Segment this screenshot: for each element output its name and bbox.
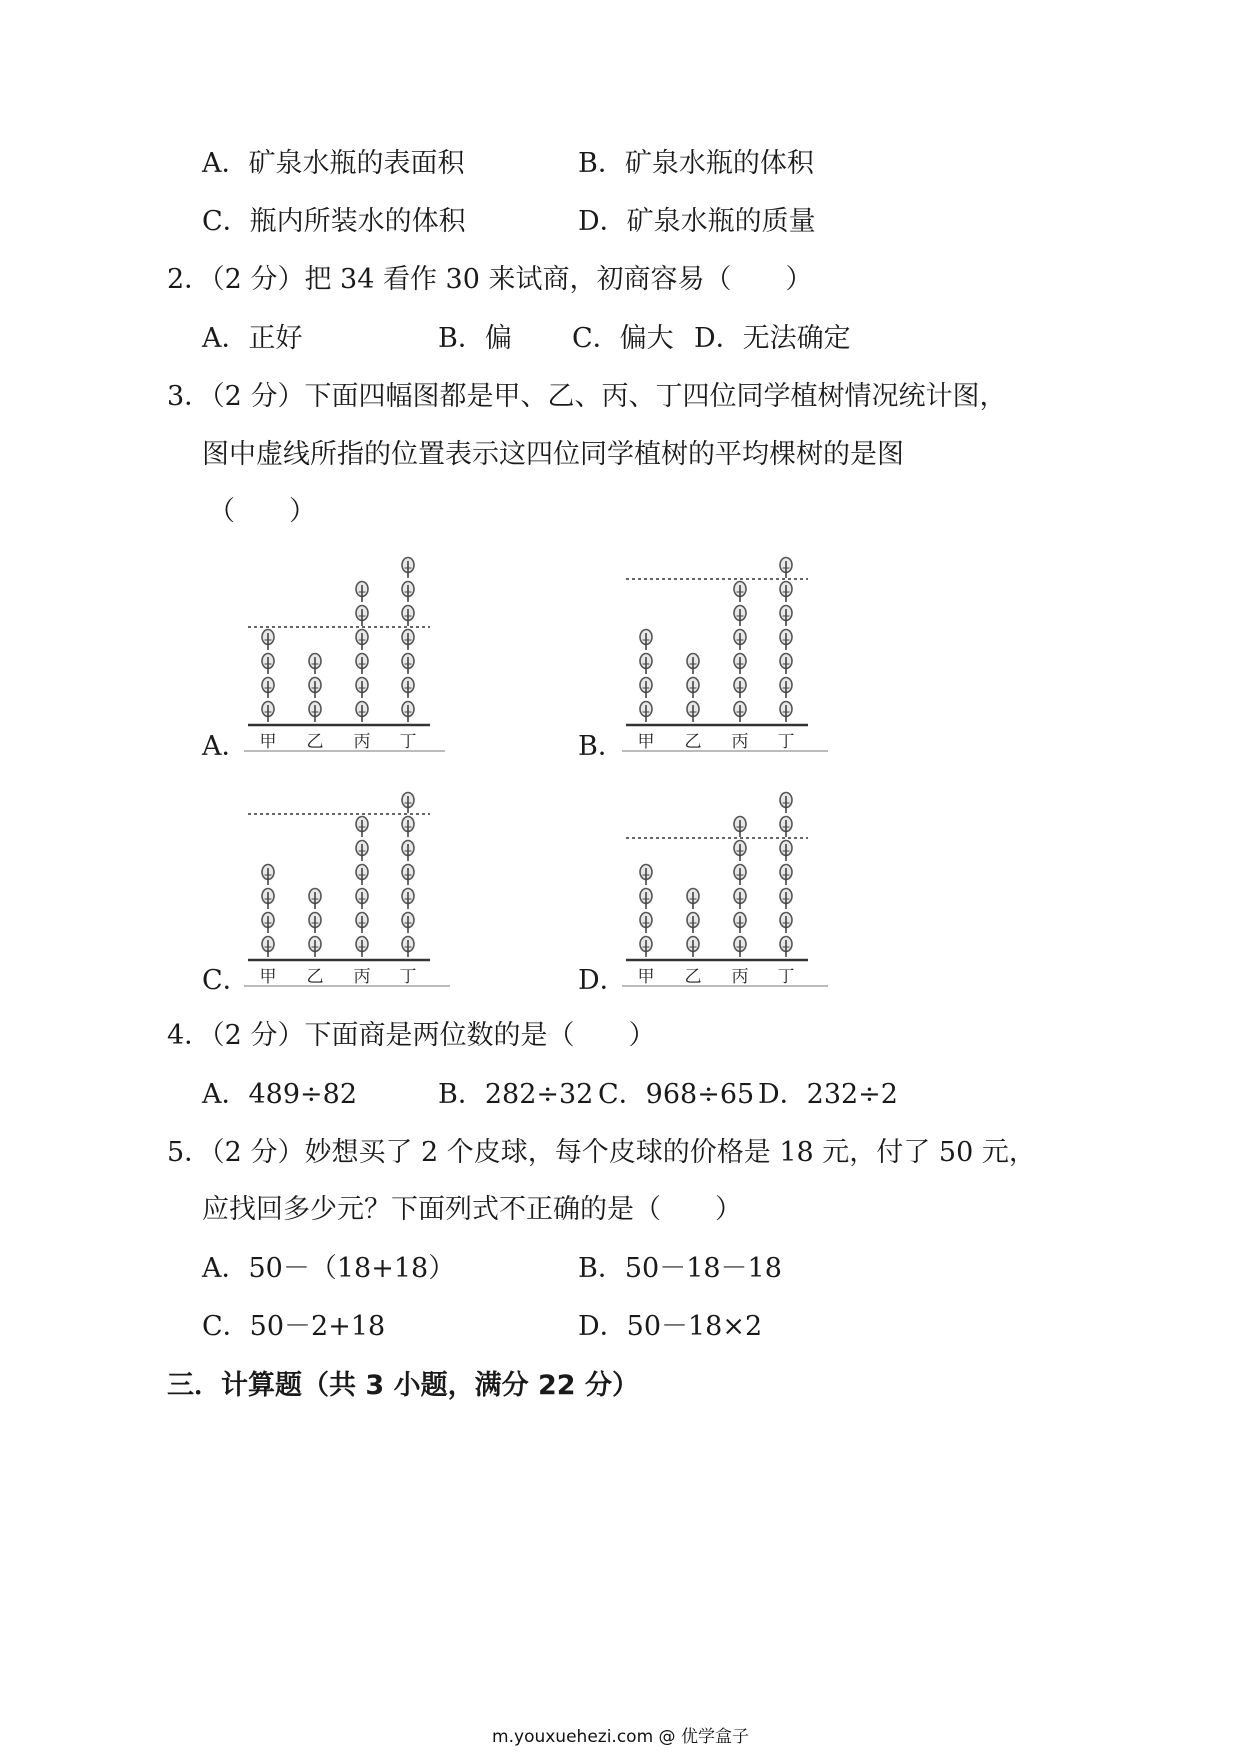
q4-option-c: C．968÷65 bbox=[598, 1079, 755, 1110]
tree-icon bbox=[262, 630, 274, 651]
tree-icon bbox=[780, 841, 792, 862]
q5-option-c: C．50－2+18 bbox=[202, 1311, 386, 1342]
chart-b-label: B． bbox=[578, 731, 625, 762]
tree-icon bbox=[780, 702, 792, 723]
tree-icon bbox=[402, 582, 414, 603]
tree-icon bbox=[402, 702, 414, 723]
tree-icon bbox=[780, 817, 792, 838]
tree-icon bbox=[780, 558, 792, 579]
pictograph-chart-c bbox=[240, 780, 460, 995]
tree-icon bbox=[262, 702, 274, 723]
section-3-heading: 三．计算题（共 3 小题，满分 22 分） bbox=[167, 1370, 639, 1401]
tree-icon bbox=[640, 630, 652, 651]
chart-d-label: D． bbox=[578, 965, 627, 996]
footer-watermark: m.youxuehezi.com @ 优学盒子 bbox=[492, 1727, 749, 1747]
tree-icon bbox=[780, 937, 792, 958]
tree-icon bbox=[356, 582, 368, 603]
tree-icon bbox=[356, 702, 368, 723]
tree-icon bbox=[734, 582, 746, 603]
tree-icon bbox=[262, 654, 274, 675]
tree-icon bbox=[402, 678, 414, 699]
tree-icon bbox=[262, 889, 274, 910]
tree-icon bbox=[734, 937, 746, 958]
tree-icon bbox=[309, 702, 321, 723]
chart-c-label: C． bbox=[202, 965, 250, 996]
tree-icon bbox=[734, 630, 746, 651]
q5-option-b: B．50－18－18 bbox=[578, 1253, 782, 1284]
q4-option-d: D．232÷2 bbox=[758, 1079, 898, 1110]
category-label: 丙 bbox=[353, 967, 371, 987]
tree-icon bbox=[780, 889, 792, 910]
tree-icon bbox=[640, 913, 652, 934]
q3-stem-line3: （ ） bbox=[208, 496, 316, 527]
category-label: 甲 bbox=[259, 732, 277, 752]
tree-icon bbox=[734, 841, 746, 862]
tree-icon bbox=[780, 654, 792, 675]
category-label: 乙 bbox=[306, 967, 324, 987]
category-label: 丙 bbox=[731, 732, 749, 752]
tree-icon bbox=[640, 937, 652, 958]
tree-icon bbox=[402, 630, 414, 651]
tree-icon bbox=[402, 937, 414, 958]
tree-icon bbox=[402, 865, 414, 886]
tree-icon bbox=[356, 865, 368, 886]
q2-option-a: A．正好 bbox=[202, 323, 303, 354]
tree-icon bbox=[734, 654, 746, 675]
category-label: 丁 bbox=[777, 732, 795, 752]
q4-option-b: B．282÷32 bbox=[438, 1079, 594, 1110]
tree-icon bbox=[780, 630, 792, 651]
tree-icon bbox=[687, 937, 699, 958]
tree-icon bbox=[262, 865, 274, 886]
q5-option-d: D．50－18×2 bbox=[578, 1311, 763, 1342]
tree-icon bbox=[309, 913, 321, 934]
q5-option-a: A．50－（18+18） bbox=[202, 1253, 456, 1284]
tree-icon bbox=[356, 889, 368, 910]
tree-icon bbox=[640, 702, 652, 723]
q4-option-a: A．489÷82 bbox=[202, 1079, 358, 1110]
tree-icon bbox=[687, 913, 699, 934]
tree-icon bbox=[780, 865, 792, 886]
tree-icon bbox=[356, 841, 368, 862]
q1-option-b: B．矿泉水瓶的体积 bbox=[578, 148, 814, 179]
tree-icon bbox=[640, 865, 652, 886]
chart-a-label: A． bbox=[202, 731, 249, 762]
tree-icon bbox=[356, 654, 368, 675]
tree-icon bbox=[309, 678, 321, 699]
tree-icon bbox=[640, 678, 652, 699]
q4-stem: 4．（2 分）下面商是两位数的是（ ） bbox=[167, 1020, 656, 1051]
category-label: 乙 bbox=[684, 967, 702, 987]
category-label: 丁 bbox=[399, 732, 417, 752]
tree-icon bbox=[734, 913, 746, 934]
q3-stem-line1: 3．（2 分）下面四幅图都是甲、乙、丙、丁四位同学植树情况统计图， bbox=[167, 381, 1007, 412]
q2-option-c: C．偏大 bbox=[572, 323, 674, 354]
tree-icon bbox=[262, 913, 274, 934]
tree-icon bbox=[262, 678, 274, 699]
tree-icon bbox=[734, 606, 746, 627]
tree-icon bbox=[734, 678, 746, 699]
tree-icon bbox=[687, 702, 699, 723]
pictograph-chart-d bbox=[618, 780, 838, 995]
tree-icon bbox=[687, 678, 699, 699]
category-label: 丙 bbox=[731, 967, 749, 987]
category-label: 乙 bbox=[306, 732, 324, 752]
pictograph-chart-b bbox=[618, 545, 838, 760]
tree-icon bbox=[262, 937, 274, 958]
q5-stem-line2: 应找回多少元？下面列式不正确的是（ ） bbox=[202, 1194, 742, 1225]
q3-stem-line2: 图中虚线所指的位置表示这四位同学植树的平均棵树的是图 bbox=[202, 439, 904, 470]
tree-icon bbox=[687, 654, 699, 675]
category-label: 甲 bbox=[637, 732, 655, 752]
tree-icon bbox=[402, 817, 414, 838]
tree-icon bbox=[309, 889, 321, 910]
tree-icon bbox=[640, 654, 652, 675]
pictograph-chart-a bbox=[240, 545, 455, 760]
tree-icon bbox=[309, 937, 321, 958]
tree-icon bbox=[780, 606, 792, 627]
tree-icon bbox=[402, 654, 414, 675]
tree-icon bbox=[356, 606, 368, 627]
tree-icon bbox=[402, 793, 414, 814]
q2-option-d: D．无法确定 bbox=[694, 323, 851, 354]
tree-icon bbox=[640, 889, 652, 910]
tree-icon bbox=[402, 913, 414, 934]
category-label: 丁 bbox=[399, 967, 417, 987]
tree-icon bbox=[356, 817, 368, 838]
tree-icon bbox=[780, 582, 792, 603]
category-label: 乙 bbox=[684, 732, 702, 752]
q5-stem-line1: 5．（2 分）妙想买了 2 个皮球，每个皮球的价格是 18 元，付了 50 元， bbox=[167, 1137, 1036, 1168]
tree-icon bbox=[780, 913, 792, 934]
tree-icon bbox=[402, 889, 414, 910]
tree-icon bbox=[734, 702, 746, 723]
tree-icon bbox=[734, 865, 746, 886]
q2-option-b: B．偏 bbox=[438, 323, 512, 354]
category-label: 丙 bbox=[353, 732, 371, 752]
tree-icon bbox=[356, 678, 368, 699]
category-label: 甲 bbox=[259, 967, 277, 987]
tree-icon bbox=[780, 793, 792, 814]
q1-option-c: C．瓶内所装水的体积 bbox=[202, 206, 466, 237]
tree-icon bbox=[356, 630, 368, 651]
tree-icon bbox=[402, 558, 414, 579]
tree-icon bbox=[356, 937, 368, 958]
q2-stem: 2．（2 分）把 34 看作 30 来试商，初商容易（ ） bbox=[167, 264, 813, 295]
q1-option-a: A．矿泉水瓶的表面积 bbox=[202, 148, 465, 179]
tree-icon bbox=[734, 817, 746, 838]
category-label: 甲 bbox=[637, 967, 655, 987]
tree-icon bbox=[687, 889, 699, 910]
tree-icon bbox=[309, 654, 321, 675]
tree-icon bbox=[356, 913, 368, 934]
q1-option-d: D．矿泉水瓶的质量 bbox=[578, 206, 816, 237]
category-label: 丁 bbox=[777, 967, 795, 987]
tree-icon bbox=[402, 841, 414, 862]
tree-icon bbox=[402, 606, 414, 627]
tree-icon bbox=[780, 678, 792, 699]
tree-icon bbox=[734, 889, 746, 910]
